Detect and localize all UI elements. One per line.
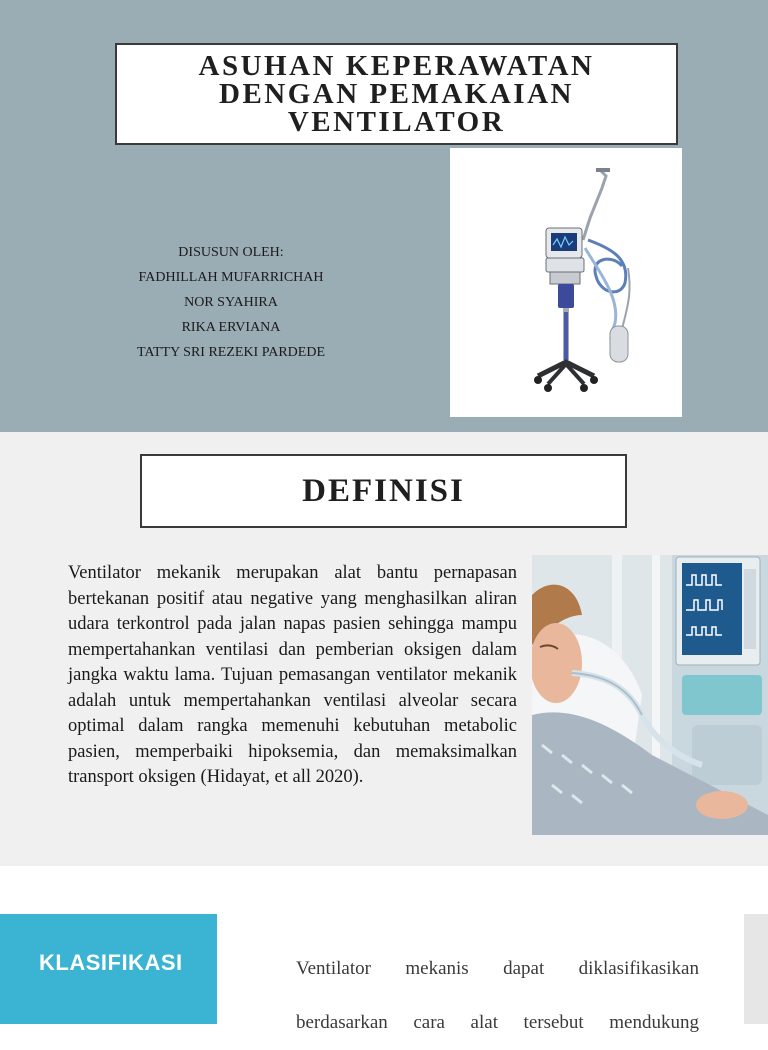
- slide-title: ASUHAN KEPERAWATAN DENGAN PEMAKAIAN VENTILATOR: [198, 50, 595, 138]
- classification-slide: [0, 866, 768, 1033]
- definition-body: Ventilator mekanik merupakan alat bantu pernapasan bertekanan positif atau negative yang menghasilkan aliran udara terkontrol pada jalan napas pasien sehingga mampu mempertahankan ventilasi dan pemberian oksigen dalam jangka waktu lama. Tujuan pemasangan ventilator mekanik adalah untuk mempertahankan ventilasi alveolar secara optimal dalam rangka memenuhi kebutuhan metabolic pasien, memperbaiki hipoksemia, dan memaksimalkan transport oksigen (Hidayat, et all 2020).: [68, 563, 517, 787]
- patient-image: [532, 555, 768, 835]
- patient-on-ventilator-icon: [532, 555, 768, 835]
- classification-body-line: berdasarkan cara alat tersebut mendukung: [296, 1012, 699, 1033]
- classification-body-line: Ventilator mekanis dapat diklasifikasikan: [296, 958, 699, 979]
- classification-heading-block: [0, 914, 217, 1024]
- ventilator-image: [450, 148, 682, 417]
- classification-heading: KLASIFIKASI: [39, 950, 183, 975]
- author-line: DISUSUN OLEH:: [178, 245, 284, 260]
- definition-heading: DEFINISI: [302, 472, 465, 509]
- author-line: RIKA ERVIANA: [181, 320, 281, 335]
- side-decoration-bar: [744, 914, 768, 1024]
- author-line: TATTY SRI REZEKI PARDEDE: [136, 345, 325, 360]
- definition-slide: [0, 432, 768, 866]
- definition-heading-box: [140, 454, 627, 528]
- title-slide: [0, 0, 768, 432]
- classification-body: [296, 942, 699, 1050]
- ventilator-machine-icon: [450, 148, 682, 417]
- author-list: [118, 240, 344, 365]
- author-line: FADHILLAH MUFARRICHAH: [138, 270, 324, 285]
- title-box: [115, 43, 678, 145]
- author-line: NOR SYAHIRA: [184, 295, 278, 310]
